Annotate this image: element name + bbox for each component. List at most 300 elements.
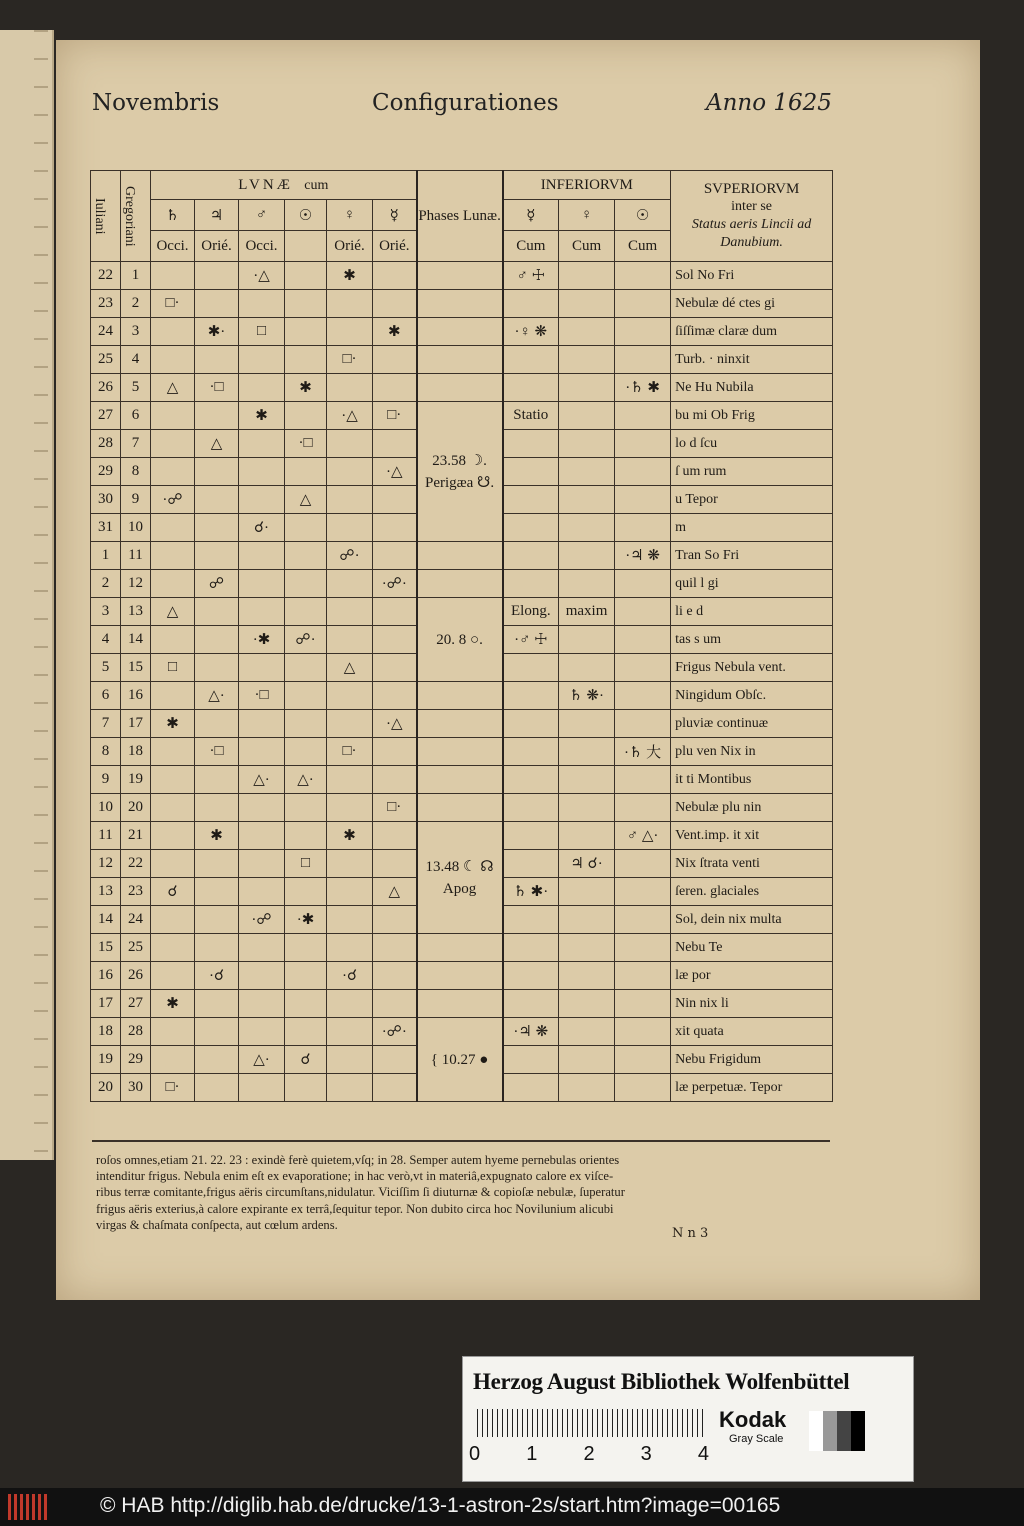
inferior-aspect	[503, 906, 559, 934]
hab-logo	[8, 1494, 48, 1520]
moon-planet-symbol: ☉	[285, 200, 327, 231]
lunar-aspect	[327, 990, 373, 1018]
lunar-aspect	[327, 878, 373, 906]
table-row	[91, 934, 833, 962]
lunar-aspect: ·☍·	[373, 1018, 417, 1046]
inferior-aspect	[615, 346, 671, 374]
weather-note: ſeren. glaciales	[671, 878, 833, 906]
inferior-aspect	[503, 990, 559, 1018]
inferior-aspect	[503, 346, 559, 374]
inferior-aspect	[615, 1018, 671, 1046]
weather-note: ſiſſimæ claræ dum	[671, 318, 833, 346]
julian-day: 24	[91, 318, 121, 346]
inferior-aspect	[559, 654, 615, 682]
lunar-aspect	[327, 1074, 373, 1102]
lunar-aspect	[285, 990, 327, 1018]
inferior-aspect	[503, 934, 559, 962]
lunar-aspect: △·	[239, 1046, 285, 1074]
moon-phase-empty	[417, 290, 503, 318]
inferior-aspect	[615, 878, 671, 906]
lunar-aspect: △	[151, 374, 195, 402]
gregorian-day: 3	[121, 318, 151, 346]
lunar-aspect	[327, 318, 373, 346]
inferior-aspect	[503, 654, 559, 682]
scale-number: 2	[583, 1443, 595, 1465]
lunar-aspect	[285, 794, 327, 822]
inferior-aspect	[615, 626, 671, 654]
weather-note: Sol, dein nix multa	[671, 906, 833, 934]
archive-title: Herzog August Bibliothek Wolfenbüttel	[473, 1369, 850, 1394]
moon-planet-symbol: ♂	[239, 200, 285, 231]
gregorian-day: 24	[121, 906, 151, 934]
lunar-aspect	[195, 262, 239, 290]
lunar-aspect	[373, 374, 417, 402]
lunar-aspect: □	[285, 850, 327, 878]
gregorian-day: 22	[121, 850, 151, 878]
superiorum-heading: SVPERIORVM inter se Status aeris Lincii ad Danubium.	[671, 171, 833, 262]
lunar-aspect	[239, 570, 285, 598]
gray-scale-swatches	[809, 1411, 865, 1451]
lunar-aspect	[285, 934, 327, 962]
moon-phase-empty	[417, 542, 503, 570]
inferior-planet-symbol: ☉	[615, 200, 671, 231]
lunar-aspect	[285, 542, 327, 570]
table-row	[91, 374, 833, 402]
gregorian-day: 20	[121, 794, 151, 822]
weather-note: Nin nix li	[671, 990, 833, 1018]
table-row	[91, 598, 833, 626]
table-row	[91, 402, 833, 430]
julian-day: 20	[91, 1074, 121, 1102]
inferior-aspect	[559, 430, 615, 458]
moon-phase: 13.48 ☾ ☊ Apog	[417, 822, 503, 934]
inferior-aspect	[615, 962, 671, 990]
lunar-aspect	[195, 878, 239, 906]
julian-day: 6	[91, 682, 121, 710]
lunar-aspect	[239, 598, 285, 626]
lunar-aspect: □·	[373, 402, 417, 430]
lunar-aspect: △	[373, 878, 417, 906]
inferior-aspect	[559, 374, 615, 402]
inferior-aspect	[559, 878, 615, 906]
julian-day: 14	[91, 906, 121, 934]
inferior-aspect	[559, 990, 615, 1018]
lunar-aspect	[195, 626, 239, 654]
weather-note: ſ um rum	[671, 458, 833, 486]
inferior-aspect	[503, 822, 559, 850]
lunar-aspect: △	[327, 654, 373, 682]
lunar-aspect	[285, 962, 327, 990]
inferior-aspect	[615, 514, 671, 542]
lunar-aspect	[373, 682, 417, 710]
lunar-aspect	[327, 906, 373, 934]
gregorian-day: 18	[121, 738, 151, 766]
lunar-aspect	[151, 822, 195, 850]
inferior-aspect	[615, 402, 671, 430]
inferior-aspect: ♄ ✱·	[503, 878, 559, 906]
weather-note: Ne Hu Nubila	[671, 374, 833, 402]
lunar-aspect	[151, 430, 195, 458]
lunar-aspect: ·△	[327, 402, 373, 430]
lunar-aspect	[195, 486, 239, 514]
weather-note: Turb. · ninxit	[671, 346, 833, 374]
weather-note: Nix ſtrata venti	[671, 850, 833, 878]
inferior-aspect: ·♃ ❋	[503, 1018, 559, 1046]
gregorian-day: 7	[121, 430, 151, 458]
julian-day: 4	[91, 626, 121, 654]
lunar-aspect: ✱	[327, 822, 373, 850]
lunar-aspect: △	[151, 598, 195, 626]
lunar-aspect	[373, 346, 417, 374]
inferior-aspect	[615, 1046, 671, 1074]
weather-note: plu ven Nix in	[671, 738, 833, 766]
julian-day: 22	[91, 262, 121, 290]
lunar-aspect	[151, 682, 195, 710]
lunar-aspect: ·△	[373, 458, 417, 486]
inferior-aspect	[615, 598, 671, 626]
inferior-aspect	[615, 654, 671, 682]
lunar-aspect	[373, 430, 417, 458]
table-row	[91, 822, 833, 850]
lunar-aspect: ☌	[151, 878, 195, 906]
inferior-aspect	[559, 738, 615, 766]
lunar-aspect	[373, 822, 417, 850]
previous-page-edge	[0, 30, 54, 1160]
lunar-aspect	[239, 430, 285, 458]
weather-note: læ por	[671, 962, 833, 990]
table-row	[91, 346, 833, 374]
lunar-aspect	[195, 598, 239, 626]
weather-note: lo d ſcu	[671, 430, 833, 458]
lunar-aspect	[285, 654, 327, 682]
lunar-aspect	[195, 766, 239, 794]
julian-day: 18	[91, 1018, 121, 1046]
lunar-aspect	[151, 458, 195, 486]
lunar-aspect	[285, 682, 327, 710]
inferior-aspect	[503, 374, 559, 402]
lunar-aspect	[151, 850, 195, 878]
inferior-aspect	[615, 682, 671, 710]
inferior-aspect	[559, 1046, 615, 1074]
signature-mark: N n 3	[672, 1226, 709, 1241]
gregorian-day: 15	[121, 654, 151, 682]
lunar-aspect	[195, 654, 239, 682]
lunar-aspect	[239, 934, 285, 962]
footer-bar	[0, 1488, 1024, 1526]
lunar-aspect	[373, 738, 417, 766]
inferior-aspect	[615, 1074, 671, 1102]
weather-note: tas s um	[671, 626, 833, 654]
lunar-aspect	[195, 1018, 239, 1046]
inferior-aspect	[559, 1018, 615, 1046]
inferior-aspect	[503, 850, 559, 878]
lunar-aspect: ·△	[239, 262, 285, 290]
table-row	[91, 570, 833, 598]
lunar-aspect: □·	[373, 794, 417, 822]
lunar-aspect	[285, 570, 327, 598]
lunar-aspect	[373, 962, 417, 990]
lunar-aspect: △	[285, 486, 327, 514]
lunar-aspect	[239, 962, 285, 990]
lunar-aspect: ·☍·	[373, 570, 417, 598]
inferior-aspect	[503, 1046, 559, 1074]
lunar-aspect	[151, 1018, 195, 1046]
lunar-aspect	[327, 290, 373, 318]
lunar-aspect	[373, 514, 417, 542]
moon-phase: 23.58 ☽. Perigæa ☋.	[417, 402, 503, 542]
table-row	[91, 1018, 833, 1046]
inferior-aspect	[559, 346, 615, 374]
table-row	[91, 738, 833, 766]
table-row	[91, 542, 833, 570]
table-row	[91, 290, 833, 318]
inferior-planet-label: Cum	[559, 231, 615, 262]
footer-url[interactable]: © HAB http://diglib.hab.de/drucke/13-1-astron-2s/start.htm?image=00165	[100, 1494, 781, 1517]
kodak-brand: Kodak	[719, 1407, 787, 1432]
lunar-aspect	[151, 962, 195, 990]
julian-day: 9	[91, 766, 121, 794]
inferior-aspect	[615, 290, 671, 318]
weather-note: læ perpetuæ. Tepor	[671, 1074, 833, 1102]
julian-day: 29	[91, 458, 121, 486]
lunar-aspect	[239, 1074, 285, 1102]
gregorian-day: 14	[121, 626, 151, 654]
lunar-aspect	[285, 318, 327, 346]
lunar-aspect	[327, 598, 373, 626]
lunar-aspect	[151, 402, 195, 430]
header-month: Novembris	[92, 90, 220, 116]
lunar-aspect	[373, 290, 417, 318]
lunar-aspect	[327, 374, 373, 402]
footnote-text: roſos omnes,etiam 21. 22. 23 : exindè ferè quietem,vſq; in 28. Semper autem hyeme pernebulas orientes intenditur frigus. Nebula enim eſt ex evaporatione; in hac verò,vt in materiâ,expugnato calore ex viſce- ribus terræ comitante,frigus aëris circumſtans,nidulatur. Viciſſim ſi diuturnæ & copioſæ nebulæ, ſuperatur frigus aëris exterius,à calore expirante ex terrâ,ſequitur tepor. Non dubito circa hoc Novilunium alicubi virgas & chaſmata conſpecta, aut cœlum ardens.	[96, 1153, 625, 1232]
lunar-aspect	[285, 262, 327, 290]
lunar-aspect: ·☍	[151, 486, 195, 514]
col-gregoriani: Gregoriani	[121, 171, 151, 262]
lunar-aspect	[195, 346, 239, 374]
inferior-aspect	[559, 1074, 615, 1102]
lunar-aspect	[285, 822, 327, 850]
lunar-aspect	[195, 850, 239, 878]
lunar-aspect	[195, 906, 239, 934]
inferior-aspect	[503, 458, 559, 486]
lunar-aspect	[239, 878, 285, 906]
moon-planet-label: Occi.	[239, 231, 285, 262]
table-row	[91, 794, 833, 822]
lunar-aspect	[285, 290, 327, 318]
inferior-aspect	[503, 738, 559, 766]
lunar-aspect: □·	[151, 290, 195, 318]
lunar-aspect	[151, 570, 195, 598]
lunar-aspect	[239, 794, 285, 822]
julian-day: 2	[91, 570, 121, 598]
lunar-aspect: ☌	[285, 1046, 327, 1074]
inferior-aspect	[503, 542, 559, 570]
footnote-rule	[92, 1140, 830, 1142]
lunar-aspect	[151, 542, 195, 570]
moon-planet-label: Orié.	[195, 231, 239, 262]
lunar-aspect: ✱·	[195, 318, 239, 346]
inferior-aspect	[615, 794, 671, 822]
julian-day: 7	[91, 710, 121, 738]
lunar-aspect	[327, 794, 373, 822]
lunar-aspect: ·□	[195, 738, 239, 766]
lunar-aspect	[151, 262, 195, 290]
weather-note: pluviæ continuæ	[671, 710, 833, 738]
lunar-aspect	[327, 1046, 373, 1074]
lunar-aspect: ✱	[151, 990, 195, 1018]
weather-note: Tran So Fri	[671, 542, 833, 570]
weather-note: Sol No Fri	[671, 262, 833, 290]
gregorian-day: 13	[121, 598, 151, 626]
lunar-aspect	[373, 766, 417, 794]
lunar-aspect	[151, 514, 195, 542]
moon-phase-empty	[417, 738, 503, 766]
lunar-aspect: ✱	[327, 262, 373, 290]
lunar-aspect	[285, 878, 327, 906]
inferior-aspect	[503, 682, 559, 710]
gregorian-day: 28	[121, 1018, 151, 1046]
gregorian-day: 8	[121, 458, 151, 486]
inferior-aspect	[559, 794, 615, 822]
gray-scale-label: Gray Scale	[729, 1433, 784, 1445]
scale-ruler	[477, 1409, 707, 1437]
moon-planet-label	[285, 231, 327, 262]
lunar-aspect	[327, 570, 373, 598]
lunar-aspect	[195, 934, 239, 962]
lunar-aspect	[373, 598, 417, 626]
lunar-aspect	[151, 626, 195, 654]
julian-day: 23	[91, 290, 121, 318]
julian-day: 12	[91, 850, 121, 878]
table-row	[91, 682, 833, 710]
lunar-aspect	[373, 906, 417, 934]
moon-phase-empty	[417, 794, 503, 822]
inferior-aspect: ♂ ☩	[503, 262, 559, 290]
lunar-aspect: △·	[285, 766, 327, 794]
lunar-aspect	[151, 906, 195, 934]
inferior-aspect	[615, 710, 671, 738]
ephemeris-table	[90, 170, 833, 1102]
inferior-aspect	[503, 290, 559, 318]
moon-phase-empty	[417, 262, 503, 290]
lunar-aspect	[151, 934, 195, 962]
scale-number: 0	[469, 1443, 481, 1465]
inferior-planet-label: Cum	[615, 231, 671, 262]
lunar-aspect	[195, 1074, 239, 1102]
julian-day: 31	[91, 514, 121, 542]
inferior-aspect: ♂ △·	[615, 822, 671, 850]
inferior-aspect: ·♂ ☩	[503, 626, 559, 654]
lunar-aspect: ☌·	[239, 514, 285, 542]
inferior-aspect	[615, 262, 671, 290]
julian-day: 8	[91, 738, 121, 766]
lunar-aspect	[151, 794, 195, 822]
lunar-aspect	[327, 766, 373, 794]
lunar-aspect: ☍·	[285, 626, 327, 654]
inferior-aspect	[615, 318, 671, 346]
inferior-aspect	[615, 850, 671, 878]
inferior-planet-symbol: ☿	[503, 200, 559, 231]
inferior-aspect	[559, 570, 615, 598]
moon-planet-label: Orié.	[373, 231, 417, 262]
inferior-aspect	[615, 934, 671, 962]
lunar-aspect	[195, 458, 239, 486]
lunar-aspect	[239, 374, 285, 402]
julian-day: 25	[91, 346, 121, 374]
scale-number: 4	[697, 1443, 709, 1465]
lunar-aspect: ·△	[373, 710, 417, 738]
gregorian-day: 4	[121, 346, 151, 374]
inferior-aspect	[503, 514, 559, 542]
gregorian-day: 29	[121, 1046, 151, 1074]
lunar-aspect	[373, 486, 417, 514]
lunar-aspect	[285, 1018, 327, 1046]
gregorian-day: 12	[121, 570, 151, 598]
gregorian-day: 21	[121, 822, 151, 850]
inferior-aspect	[559, 822, 615, 850]
inferior-aspect	[559, 934, 615, 962]
gregorian-day: 27	[121, 990, 151, 1018]
table-row	[91, 766, 833, 794]
julian-day: 1	[91, 542, 121, 570]
moon-phase-empty	[417, 710, 503, 738]
lunar-aspect	[151, 1046, 195, 1074]
lunar-aspect	[195, 290, 239, 318]
julian-day: 16	[91, 962, 121, 990]
lunar-aspect: ·□	[195, 374, 239, 402]
lunar-aspect	[373, 1046, 417, 1074]
lunae-heading: LVNÆ cum	[151, 171, 417, 200]
lunar-aspect	[195, 402, 239, 430]
julian-day: 11	[91, 822, 121, 850]
lunar-aspect	[195, 514, 239, 542]
lunar-aspect	[151, 766, 195, 794]
lunar-aspect	[285, 738, 327, 766]
lunar-aspect: ·□	[285, 430, 327, 458]
weather-note: m	[671, 514, 833, 542]
lunar-aspect	[239, 458, 285, 486]
inferior-aspect	[503, 430, 559, 458]
moon-phase-empty	[417, 990, 503, 1018]
moon-phase: { 10.27 ●	[417, 1018, 503, 1102]
gregorian-day: 6	[121, 402, 151, 430]
weather-note: Nebulæ plu nin	[671, 794, 833, 822]
moon-planet-symbol: ♄	[151, 200, 195, 231]
lunar-aspect: ·☍	[239, 906, 285, 934]
lunar-aspect	[285, 1074, 327, 1102]
moon-phase-empty	[417, 962, 503, 990]
table-row	[91, 710, 833, 738]
gregorian-day: 2	[121, 290, 151, 318]
moon-planet-symbol: ♃	[195, 200, 239, 231]
moon-planet-label: Orié.	[327, 231, 373, 262]
scale-numbers	[469, 1443, 709, 1466]
inferior-aspect: ·♃ ❋	[615, 542, 671, 570]
inferior-aspect	[559, 486, 615, 514]
julian-day: 5	[91, 654, 121, 682]
lunar-aspect	[327, 458, 373, 486]
lunar-aspect	[285, 514, 327, 542]
lunar-aspect	[239, 290, 285, 318]
inferior-aspect	[615, 906, 671, 934]
lunar-aspect: ✱	[195, 822, 239, 850]
gregorian-day: 9	[121, 486, 151, 514]
weather-note: Ningidum Obſc.	[671, 682, 833, 710]
header-year: Anno 1625	[706, 90, 832, 116]
gregorian-day: 26	[121, 962, 151, 990]
lunar-aspect: □	[151, 654, 195, 682]
inferior-aspect	[559, 962, 615, 990]
